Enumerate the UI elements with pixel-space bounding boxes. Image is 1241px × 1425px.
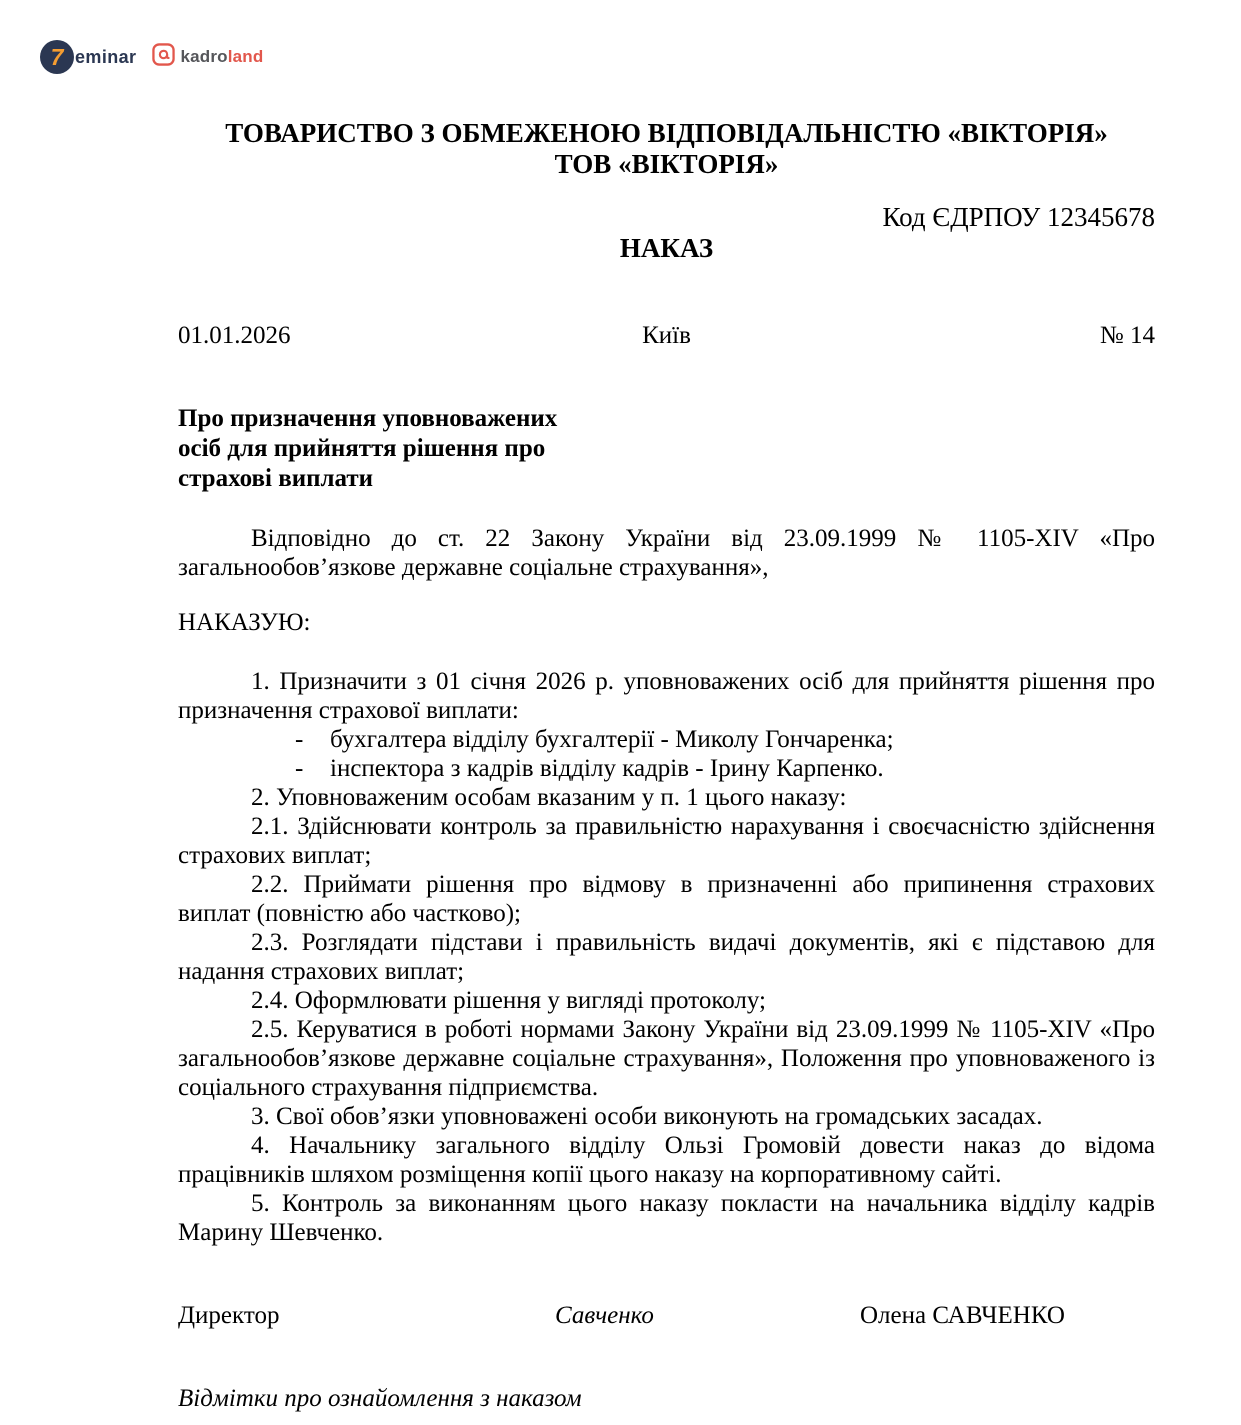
order-preamble: Відповідно до ст. 22 Закону України від 23.09.1999 № 1105-XIV «Про загальнообов’язкове державне соціальне страхування», xyxy=(178,525,1155,581)
order-subitem-inspector xyxy=(178,754,1155,783)
acknowledgment-note: Відмітки про ознайомлення з наказом xyxy=(178,1385,582,1412)
doc-date: 01.01.2026 xyxy=(178,322,291,349)
doc-city: Київ xyxy=(642,322,691,349)
order-subitem-accountant xyxy=(178,725,1155,754)
kadroland-logo-text xyxy=(180,47,263,67)
edrpou-code: Код ЄДРПОУ 12345678 xyxy=(882,202,1155,232)
dash-bullet: - xyxy=(295,726,304,753)
seminar-logo xyxy=(40,40,136,74)
order-subitem-text: інспектора з кадрів відділу кадрів - Ірину Карпенко. xyxy=(330,755,884,782)
order-item-2-4: 2.4. Оформлювати рішення у вигляді протоколу; xyxy=(251,987,766,1014)
signer-full-name: Олена САВЧЕНКО xyxy=(860,1302,1065,1329)
order-item-5: 5. Контроль за виконанням цього наказу покласти на начальника відділу кадрів Марину Шевченко. xyxy=(178,1190,1155,1246)
dash-bullet: - xyxy=(295,755,304,782)
kadroland-logo-icon xyxy=(152,43,175,71)
seminar-logo-digit: 7 xyxy=(50,43,64,70)
order-item-2-5: 2.5. Керуватися в роботі нормами Закону України від 23.09.1999 № 1105-XIV «Про загальнообов’язкове державне соціальне страхування», Положення про уповноваженого із соціального страхування підприємства. xyxy=(178,1016,1155,1101)
order-item-2-2: 2.2. Приймати рішення про відмову в призначенні або припинення страхових виплат (повністю або частково); xyxy=(178,871,1155,927)
document-meta-row xyxy=(178,321,1155,350)
order-subitem-text: бухгалтера відділу бухгалтерії - Миколу Гончаренка; xyxy=(330,726,894,753)
kadroland-logo-text-land: land xyxy=(227,47,264,66)
doc-number: № 14 xyxy=(1099,322,1155,349)
company-name xyxy=(178,118,1155,180)
brand-logos xyxy=(40,40,263,74)
order-subject-line: осіб для прийняття рішення про xyxy=(178,435,546,462)
order-item-3: 3. Свої обов’язки уповноважені особи виконують на громадських засадах. xyxy=(251,1103,1043,1130)
order-subject-line: страхові виплати xyxy=(178,465,374,492)
signer-position: Директор xyxy=(178,1302,280,1329)
seminar-logo-text: eminar xyxy=(75,46,137,67)
order-item-2-3: 2.3. Розглядати підстави і правильність видачі документів, які є підставою для надання страхових виплат; xyxy=(178,929,1155,985)
order-item-2-1: 2.1. Здійснювати контроль за правильністю нарахування і своєчасністю здійснення страхових виплат; xyxy=(178,813,1155,869)
company-name-full: ТОВАРИСТВО З ОБМЕЖЕНОЮ ВІДПОВІДАЛЬНІСТЮ «ВІКТОРІЯ» xyxy=(225,118,1108,148)
order-item-4: 4. Начальнику загального відділу Ользі Громовій довести наказ до відома працівників шляхом розміщення копії цього наказу на корпоративному сайті. xyxy=(178,1132,1155,1188)
order-subject xyxy=(178,404,1155,494)
order-directive-label: НАКАЗУЮ: xyxy=(178,609,311,636)
kadroland-logo-text-kadro: kadro xyxy=(180,47,228,66)
document-content xyxy=(0,118,1241,1413)
order-item-2: 2. Уповноваженим особам вказаним у п. 1 цього наказу: xyxy=(251,784,847,811)
signature-row xyxy=(178,1301,1155,1330)
order-item-1: 1. Призначити з 01 січня 2026 р. уповноважених осіб для прийняття рішення про призначення страхової виплати: xyxy=(178,668,1155,724)
kadroland-logo xyxy=(152,43,263,71)
seminar-logo-icon xyxy=(40,40,74,74)
order-subject-line: Про призначення уповноважених xyxy=(178,405,558,432)
company-name-short: ТОВ «ВІКТОРІЯ» xyxy=(554,149,779,179)
document-type-title: НАКАЗ xyxy=(619,233,714,263)
signer-signature: Савченко xyxy=(555,1302,654,1329)
